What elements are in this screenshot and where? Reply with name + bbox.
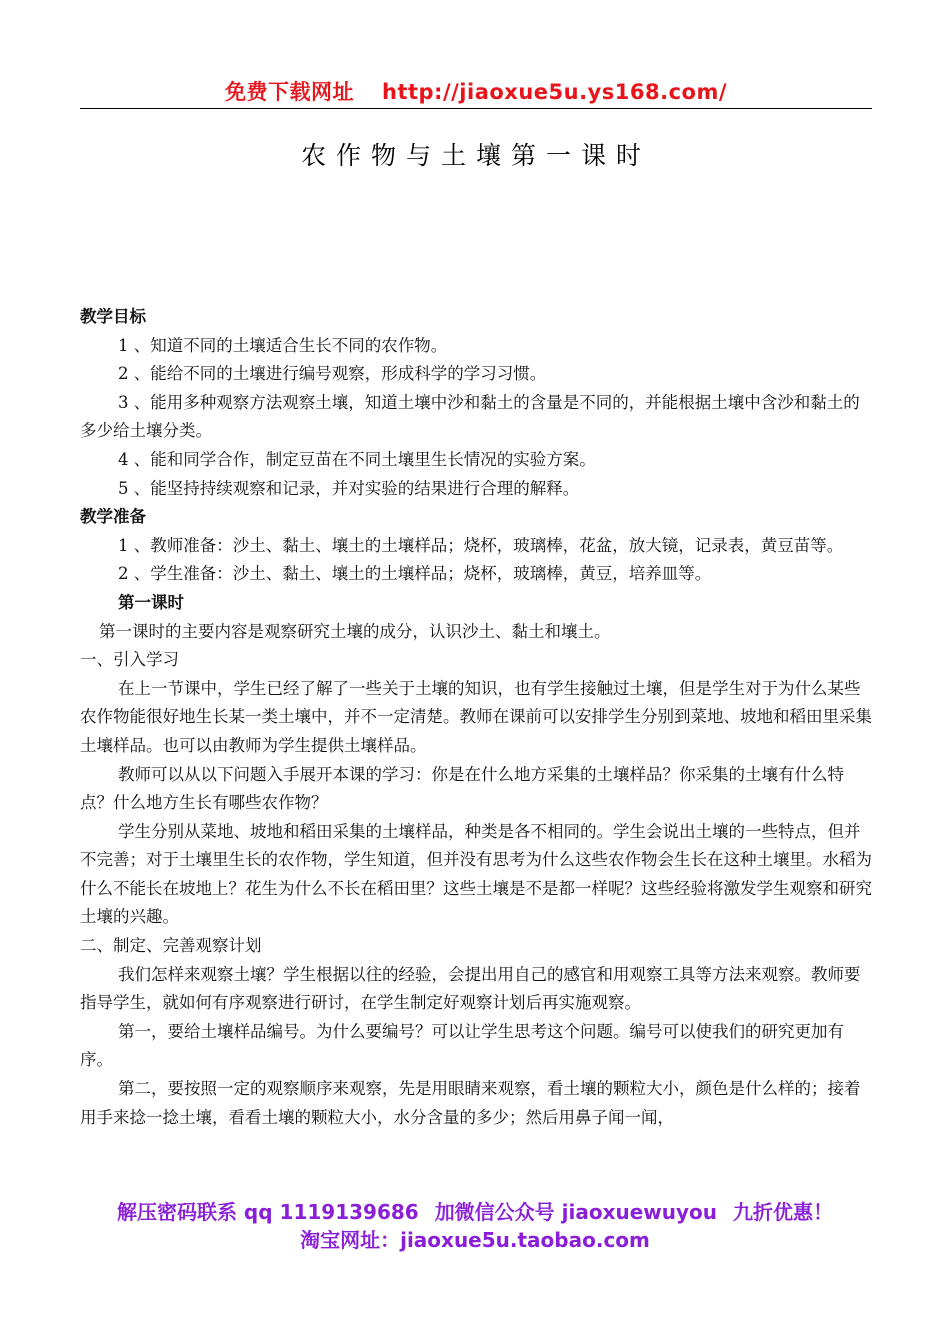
- wechat-text: 加微信公众号 jiaoxuewuyou: [434, 1200, 718, 1224]
- section-heading-prep: 教学准备: [80, 507, 146, 527]
- part2-heading: 二、制定、完善观察计划: [80, 936, 262, 956]
- lesson-intro: 第一课时的主要内容是观察研究土壤的成分，认识沙土、黏土和壤土。: [99, 621, 611, 641]
- promo-footer: [0, 1198, 950, 1254]
- prep-item: 1 、教师准备：沙土、黏土、壤土的土壤样品；烧杯，玻璃棒，花盆，放大镜，记录表，黄豆苗等。: [118, 535, 844, 555]
- paragraph: 教师可以从以下问题入手展开本课的学习：你是在什么地方采集的土壤样品？你采集的土壤有什么特点？什么地方生长有哪些农作物？: [80, 764, 844, 813]
- footer-line-1: [0, 1198, 950, 1226]
- discount-text: 九折优惠！: [733, 1200, 834, 1224]
- download-link[interactable]: http://jiaoxue5u.ys168.com/: [382, 80, 727, 104]
- prep-item: 2 、学生准备：沙土、黏土、壤土的土壤样品；烧杯，玻璃棒，黄豆，培养皿等。: [118, 564, 712, 584]
- header-divider: [80, 108, 872, 109]
- contact-text: 解压密码联系 qq 1119139686: [116, 1200, 419, 1224]
- goal-item: 4 、能和同学合作，制定豆苗在不同土壤里生长情况的实验方案。: [118, 449, 596, 469]
- download-label: 免费下载网址: [225, 80, 354, 104]
- paragraph: 第二，要按照一定的观察顺序来观察，先是用眼睛来观察，看土壤的颗粒大小，颜色是什么样的；接着用手来捻一捻土壤，看看土壤的颗粒大小，水分含量的多少；然后用鼻子闻一闻，: [80, 1079, 861, 1127]
- document-body: [80, 303, 875, 1132]
- goal-item: 3 、能用多种观察方法观察土壤，知道土壤中沙和黏土的含量是不同的，并能根据土壤中含沙和黏土的多少给土壤分类。: [80, 392, 860, 441]
- paragraph: 学生分别从菜地、坡地和稻田采集的土壤样品，种类是各不相同的。学生会说出土壤的一些特点，但并不完善；对于土壤里生长的农作物，学生知道，但并没有思考为什么这些农作物会生长在这种土壤里。水稻为什么不能长在坡地上？花生为什么不长在稻田里？这些土壤是不是都一样呢？这些经验将激发学生观察和研究土壤的兴趣。: [80, 821, 872, 927]
- goal-item: 2 、能给不同的土壤进行编号观察，形成科学的学习习惯。: [118, 364, 547, 384]
- paragraph: 我们怎样来观察土壤？学生根据以往的经验，会提出用自己的感官和用观察工具等方法来观察。教师要指导学生，就如何有序观察进行研讨，在学生制定好观察计划后再实施观察。: [80, 964, 861, 1013]
- taobao-link[interactable]: 淘宝网址：jiaoxue5u.taobao.com: [300, 1228, 650, 1252]
- part1-heading: 一、引入学习: [80, 650, 179, 670]
- section-heading-goals: 教学目标: [80, 307, 146, 326]
- download-header: [80, 76, 872, 106]
- document-title: 农作物与土壤第一课时: [300, 141, 651, 170]
- paragraph: 在上一节课中，学生已经了解了一些关于土壤的知识，也有学生接触过土壤，但是学生对于为什么某些农作物能很好地生长某一类土壤中，并不一定清楚。教师在课前可以安排学生分别到菜地、坡地和稻田里采集土壤样品。也可以由教师为学生提供土壤样品。: [80, 678, 872, 755]
- goal-item: 1 、知道不同的土壤适合生长不同的农作物。: [118, 335, 448, 355]
- goal-item: 5 、能坚持持续观察和记录，并对实验的结果进行合理的解释。: [118, 478, 580, 498]
- paragraph: 第一，要给土壤样品编号。为什么要编号？可以让学生思考这个问题。编号可以使我们的研究更加有序。: [80, 1021, 844, 1070]
- lesson-heading: 第一课时: [118, 592, 184, 612]
